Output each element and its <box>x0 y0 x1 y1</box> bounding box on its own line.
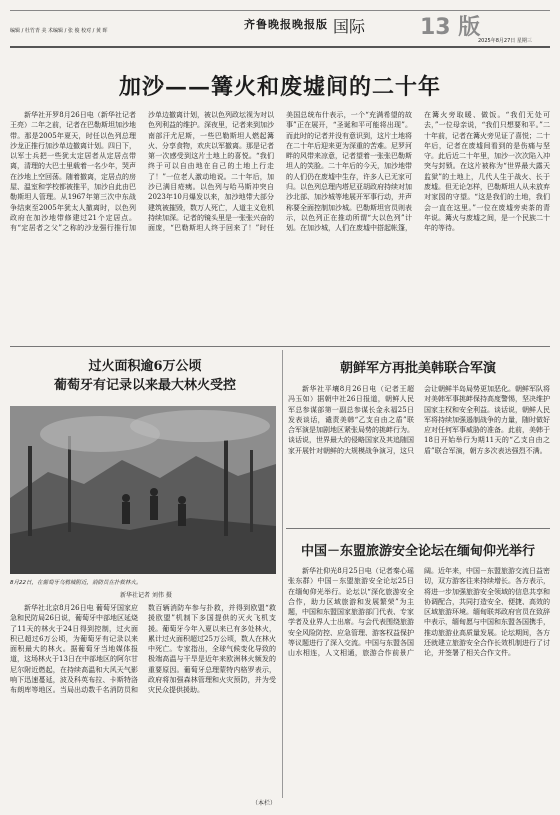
korea-article-body: 新华社平壤8月26日电（记者王超 冯玉如）据朝中社26日报道，朝鲜人民军总参谋部第一副总参谋长金永福25日发表谈话，谴责美韩“乙支自由之盾”联合军演是加剧地区紧张局势的挑衅行为。谈话说，世界最大的侵略国家及其追随国家开展针对朝鲜的大规模战争演习，这只会让朝鲜半岛局势更加恶化。朝鲜军队将对美韩军事挑衅保持高度警惕，坚决维护国家主权和安全利益。谈话说，朝鲜人民军将持续加强遏制战争的力量，随时做好应对任何军事威胁的准备。此前，美韩于18日开始举行为期11天的“乙支自由之盾”联合军演，朝方多次表达强烈不满。 <box>288 385 550 455</box>
gaza-article-body: 新华社开罗8月26日电（新华社记者王亮）二年之前，记者在巴勒斯坦加沙地带。那是2005年夏天，时任以色列总理沙龙正推行加沙单边撤离计划。四日下，以军士兵把一些犹太定居者从定居点带离，清理的大巴士里载着一名少年，哭声在沙地上空回荡。随着撤离，定居点的房屋、温室和学校都被推平，加沙自此由巴勒斯坦人管理。从1967年第三次中东战争结束至2005年犹太人撤离时，以色列政府在加沙地带修建过21个定居点。有“定居者之父”之称的沙龙强行推行加沙单边撤离计划，被以色列政坛视为对以色列利益的维护。深夜里，记者来到加沙南部汗尤尼斯，一些巴勒斯坦人燃起篝火、分享食物，欢庆以军撤离。那是记者第一次感受到这片土地上的喜悦。“我们终于可以自由地在自己的土地上行走了！”一位老人激动地说。二十年后，加沙已满目疮痍。以色列与哈马斯冲突自2023年10月爆发以来，加沙地带大部分建筑被摧毁，数万人死亡，人道主义危机持续加深。记者的镜头里是一张张兴奋的面庞，“巴勒斯坦人终于回来了！”时任美国总统布什表示，一个“充满希望的故事”正在展开，“圣诞和平可能将出现”。而此时的记者并没有意识到，这片土地将在二十年后迎来更为深重的苦难。尼罗河畔的风带来凉意，记者望着一张张巴勒斯坦人的笑脸。二十年后的今天，加沙地带的人们仍在废墟中生存，许多人已无家可归。以色列总理内塔尼亚胡政府持续对加沙北部、加沙城等地展开军事行动，并声称要全面控制加沙城。巴勒斯坦官员则表示，以色列正在推动所谓“大以色列”计划。在加沙城，人们在废墟中搭起帐篷，在篝火旁取暖、做饭。“我们无处可去，”一位母亲说，“我们只想要和平。”二十年前，记者在篝火旁见证了喜悦；二十年后，记者在废墟间看到的是伤痛与坚守。此后近二十年里，加沙一次次陷入冲突与封锁。在这片被称为“世界最大露天监狱”的土地上，几代人生于战火、长于废墟。但无论怎样，巴勒斯坦人从未放弃对家园的守望。“这是我们的土地，我们会一直在这里。”一位在废墟旁卖茶的青年说。篝火与废墟之间，是一个民族二十年的等待。 <box>10 111 550 233</box>
wildfire-photo <box>10 406 276 574</box>
korea-headline: 朝鲜军方再批美韩联合军演 <box>339 361 496 376</box>
korea-divider <box>286 528 550 529</box>
newspaper-logo: 齐鲁晚报晚报版 <box>244 18 328 31</box>
photo-caption: 8月22日，在葡萄牙乌鸦城附近，消防员在扑救林火。 <box>10 580 142 586</box>
fire-article-body: 新华社北京8月26日电 葡萄牙国家应急和民防局26日说，葡萄牙中部地区延烧了11天的林火于24日得到控制，过火面积已超过6万公顷，为葡萄牙有记录以来面积最大的林火。据葡萄牙当地媒体报道，这场林火于13日在中部地区的阿尔甘尼尔附近燃起，在持续高温和大风天气影响下迅速蔓延，波及科英布拉、卡斯特洛布朗库等地区。当局出动数千名消防员和数百辆消防车参与扑救，并得到欧盟“救援欧盟”机制下多国提供的灭火飞机支援。葡萄牙今年入夏以来已有多处林火，累计过火面积超过25万公顷，数人在林火中死亡。专家指出，全球气候变化导致的极端高温与干旱是近年来欧洲林火频发的重要原因。葡萄牙总理蒙特内格罗表示，政府将加强森林管理和火灾预防，并为受灾民众提供援助。 <box>10 604 276 695</box>
staff-credits: 编辑 / 杜竹青 美 术编辑 / 张 俊 校对 / 黄 晖 <box>10 28 108 34</box>
photo-credit: 新华社记者 刘伟 摄 <box>120 592 172 599</box>
fire-headline-line2: 葡萄牙有记录以来最大林火受控 <box>53 378 236 393</box>
column-divider <box>282 350 283 798</box>
issue-date: 2025年8月27日 星期三 <box>478 38 532 44</box>
asean-headline: 中国－东盟旅游安全论坛在缅甸仰光举行 <box>300 544 535 559</box>
wildfire-photo-image <box>10 406 276 574</box>
asean-article-body: 新华社仰光8月25日电（记者秦心瑶 张东群）中国－东盟旅游安全论坛25日在缅甸仰光举行。论坛以“深化旅游安全合作，助力区域旅游和发展繁荣”为主题，中国和东盟国家旅游部门代表、专家学者及业界人士出席。与会代表围绕旅游安全风险防控、应急管理、游客权益保护等议题进行了深入交流。中国与东盟各国山水相连，人文相通，旅游合作前景广阔。近年来，中国－东盟旅游交流日益密切，双方游客往来持续增长。各方表示，将进一步加强旅游安全领域的信息共享和协调配合，共同打造安全、便捷、高效的区域旅游环境。缅甸联邦政府官员在致辞中表示，缅甸愿与中国和东盟各国携手，推动旅游业高质量发展。论坛期间，各方还就建立旅游安全合作长效机制进行了讨论，并签署了相关合作文件。 <box>288 567 550 658</box>
fire-headline-line1: 过火面积逾6万公顷 <box>88 359 202 374</box>
section-name: 国际 <box>333 17 366 36</box>
section-divider <box>10 346 550 347</box>
page-number: 13 版 <box>420 15 481 40</box>
end-mark: （本栏） <box>252 800 277 807</box>
gaza-headline: 加沙——篝火和废墟间的二十年 <box>118 74 441 100</box>
masthead-rule <box>10 46 550 48</box>
